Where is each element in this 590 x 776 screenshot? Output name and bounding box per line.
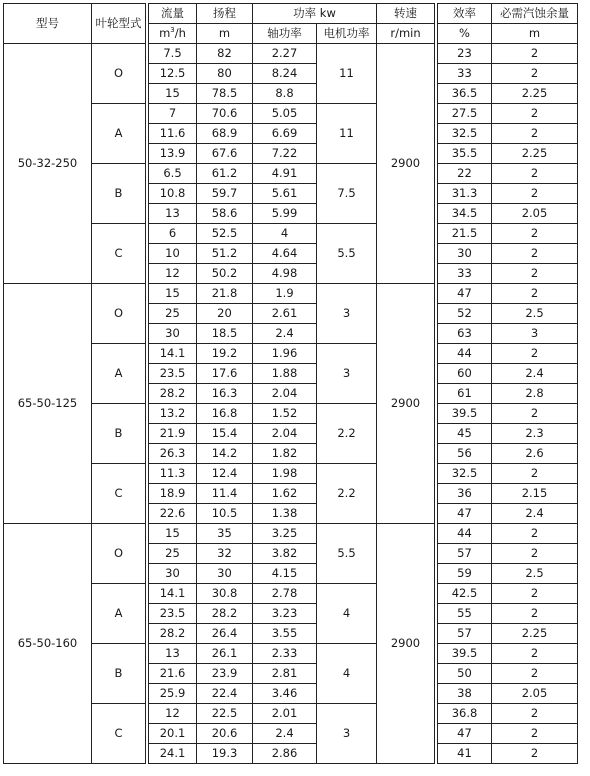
shaft-power-cell: 8.24 xyxy=(253,64,317,84)
npsh-cell: 2 xyxy=(492,724,578,744)
head-cell: 16.8 xyxy=(197,404,253,424)
head-cell: 22.5 xyxy=(197,704,253,724)
npsh-cell: 2 xyxy=(492,164,578,184)
motor-power-cell: 2.2 xyxy=(317,464,377,524)
efficiency-cell: 36.5 xyxy=(438,84,492,104)
flow-cell: 18.9 xyxy=(149,484,197,504)
efficiency-cell: 42.5 xyxy=(438,584,492,604)
head-cell: 19.2 xyxy=(197,344,253,364)
efficiency-cell: 32.5 xyxy=(438,464,492,484)
shaft-power-cell: 2.78 xyxy=(253,584,317,604)
shaft-power-cell: 1.9 xyxy=(253,284,317,304)
shaft-power-cell: 1.82 xyxy=(253,444,317,464)
flow-cell: 25 xyxy=(149,304,197,324)
motor-power-cell: 7.5 xyxy=(317,164,377,224)
impeller-type-cell: O xyxy=(92,524,146,584)
shaft-power-cell: 4.64 xyxy=(253,244,317,264)
head-cell: 32 xyxy=(197,544,253,564)
flow-cell: 6 xyxy=(149,224,197,244)
efficiency-cell: 57 xyxy=(438,544,492,564)
flow-cell: 10 xyxy=(149,244,197,264)
header-shaft-power: 轴功率 xyxy=(253,24,317,44)
impeller-type-cell: A xyxy=(92,584,146,644)
head-cell: 18.5 xyxy=(197,324,253,344)
head-cell: 68.9 xyxy=(197,124,253,144)
efficiency-cell: 45 xyxy=(438,424,492,444)
head-cell: 70.6 xyxy=(197,104,253,124)
npsh-cell: 2 xyxy=(492,104,578,124)
efficiency-cell: 52 xyxy=(438,304,492,324)
npsh-cell: 2 xyxy=(492,404,578,424)
efficiency-cell: 33 xyxy=(438,264,492,284)
efficiency-cell: 41 xyxy=(438,744,492,764)
head-cell: 12.4 xyxy=(197,464,253,484)
flow-cell: 26.3 xyxy=(149,444,197,464)
npsh-cell: 2.05 xyxy=(492,684,578,704)
shaft-power-cell: 7.22 xyxy=(253,144,317,164)
motor-power-cell: 3 xyxy=(317,284,377,344)
motor-power-cell: 4 xyxy=(317,644,377,704)
head-cell: 67.6 xyxy=(197,144,253,164)
motor-power-cell: 3 xyxy=(317,344,377,404)
head-cell: 61.2 xyxy=(197,164,253,184)
header-efficiency-unit: % xyxy=(438,24,492,44)
shaft-power-cell: 2.4 xyxy=(253,724,317,744)
efficiency-cell: 36.8 xyxy=(438,704,492,724)
npsh-cell: 2 xyxy=(492,464,578,484)
efficiency-cell: 47 xyxy=(438,724,492,744)
impeller-type-cell: O xyxy=(92,44,146,104)
motor-power-cell: 11 xyxy=(317,104,377,164)
shaft-power-cell: 3.23 xyxy=(253,604,317,624)
npsh-cell: 2 xyxy=(492,744,578,764)
header-impeller: 叶轮型式 xyxy=(92,4,146,44)
shaft-power-cell: 5.99 xyxy=(253,204,317,224)
head-cell: 78.5 xyxy=(197,84,253,104)
impeller-type-cell: B xyxy=(92,164,146,224)
efficiency-cell: 33 xyxy=(438,64,492,84)
flow-cell: 7 xyxy=(149,104,197,124)
shaft-power-cell: 5.05 xyxy=(253,104,317,124)
flow-cell: 23.5 xyxy=(149,604,197,624)
table-row xyxy=(4,524,578,544)
flow-cell: 28.2 xyxy=(149,384,197,404)
head-cell: 14.2 xyxy=(197,444,253,464)
head-cell: 21.8 xyxy=(197,284,253,304)
impeller-type-cell: C xyxy=(92,704,146,764)
npsh-cell: 2.6 xyxy=(492,444,578,464)
impeller-type-cell: B xyxy=(92,644,146,704)
shaft-power-cell: 3.55 xyxy=(253,624,317,644)
header-motor-power: 电机功率 xyxy=(317,24,377,44)
flow-cell: 6.5 xyxy=(149,164,197,184)
shaft-power-cell: 2.86 xyxy=(253,744,317,764)
flow-cell: 13.2 xyxy=(149,404,197,424)
npsh-cell: 2.4 xyxy=(492,364,578,384)
shaft-power-cell: 2.01 xyxy=(253,704,317,724)
efficiency-cell: 44 xyxy=(438,524,492,544)
pump-performance-table-wrapper xyxy=(3,3,578,764)
shaft-power-cell: 4.91 xyxy=(253,164,317,184)
head-cell: 30 xyxy=(197,564,253,584)
head-cell: 58.6 xyxy=(197,204,253,224)
table-row xyxy=(4,284,578,304)
head-cell: 30.8 xyxy=(197,584,253,604)
header-npsh-unit: m xyxy=(492,24,578,44)
head-cell: 10.5 xyxy=(197,504,253,524)
npsh-cell: 2.05 xyxy=(492,204,578,224)
efficiency-cell: 59 xyxy=(438,564,492,584)
npsh-cell: 2.8 xyxy=(492,384,578,404)
head-cell: 15.4 xyxy=(197,424,253,444)
shaft-power-cell: 5.61 xyxy=(253,184,317,204)
speed-cell: 2900 xyxy=(377,284,435,524)
head-cell: 35 xyxy=(197,524,253,544)
npsh-cell: 2 xyxy=(492,124,578,144)
shaft-power-cell: 4 xyxy=(253,224,317,244)
shaft-power-cell: 3.46 xyxy=(253,684,317,704)
head-cell: 80 xyxy=(197,64,253,84)
head-cell: 59.7 xyxy=(197,184,253,204)
efficiency-cell: 23 xyxy=(438,44,492,64)
flow-cell: 25.9 xyxy=(149,684,197,704)
npsh-cell: 2 xyxy=(492,704,578,724)
motor-power-cell: 5.5 xyxy=(317,524,377,584)
motor-power-cell: 4 xyxy=(317,584,377,644)
head-cell: 51.2 xyxy=(197,244,253,264)
motor-power-cell: 11 xyxy=(317,44,377,104)
flow-cell: 11.3 xyxy=(149,464,197,484)
shaft-power-cell: 2.33 xyxy=(253,644,317,664)
head-cell: 11.4 xyxy=(197,484,253,504)
head-cell: 16.3 xyxy=(197,384,253,404)
shaft-power-cell: 4.15 xyxy=(253,564,317,584)
head-cell: 17.6 xyxy=(197,364,253,384)
npsh-cell: 2.4 xyxy=(492,504,578,524)
efficiency-cell: 47 xyxy=(438,504,492,524)
flow-cell: 14.1 xyxy=(149,344,197,364)
shaft-power-cell: 4.98 xyxy=(253,264,317,284)
model-cell: 50-32-250 xyxy=(4,44,92,284)
flow-cell: 10.8 xyxy=(149,184,197,204)
npsh-cell: 2.5 xyxy=(492,564,578,584)
efficiency-cell: 44 xyxy=(438,344,492,364)
flow-cell: 13 xyxy=(149,644,197,664)
efficiency-cell: 39.5 xyxy=(438,404,492,424)
header-head: 扬程 xyxy=(197,4,253,24)
flow-cell: 12 xyxy=(149,264,197,284)
npsh-cell: 2 xyxy=(492,644,578,664)
efficiency-cell: 32.5 xyxy=(438,124,492,144)
flow-cell: 21.6 xyxy=(149,664,197,684)
shaft-power-cell: 2.4 xyxy=(253,324,317,344)
efficiency-cell: 35.5 xyxy=(438,144,492,164)
header-speed: 转速 xyxy=(377,4,435,24)
efficiency-cell: 61 xyxy=(438,384,492,404)
npsh-cell: 2 xyxy=(492,284,578,304)
efficiency-cell: 27.5 xyxy=(438,104,492,124)
shaft-power-cell: 3.25 xyxy=(253,524,317,544)
impeller-type-cell: C xyxy=(92,464,146,524)
shaft-power-cell: 8.8 xyxy=(253,84,317,104)
flow-cell: 22.6 xyxy=(149,504,197,524)
shaft-power-cell: 2.04 xyxy=(253,384,317,404)
head-cell: 26.1 xyxy=(197,644,253,664)
efficiency-cell: 21.5 xyxy=(438,224,492,244)
impeller-type-cell: C xyxy=(92,224,146,284)
npsh-cell: 2 xyxy=(492,524,578,544)
head-cell: 22.4 xyxy=(197,684,253,704)
shaft-power-cell: 2.81 xyxy=(253,664,317,684)
head-cell: 20 xyxy=(197,304,253,324)
npsh-cell: 2 xyxy=(492,264,578,284)
header-row-1 xyxy=(4,4,578,24)
shaft-power-cell: 1.62 xyxy=(253,484,317,504)
header-efficiency: 效率 xyxy=(438,4,492,24)
head-cell: 82 xyxy=(197,44,253,64)
flow-cell: 13.9 xyxy=(149,144,197,164)
npsh-cell: 3 xyxy=(492,324,578,344)
efficiency-cell: 63 xyxy=(438,324,492,344)
header-model: 型号 xyxy=(4,4,92,44)
header-speed-unit: r/min xyxy=(377,24,435,44)
shaft-power-cell: 6.69 xyxy=(253,124,317,144)
flow-cell: 13 xyxy=(149,204,197,224)
flow-cell: 15 xyxy=(149,84,197,104)
flow-cell: 11.6 xyxy=(149,124,197,144)
head-cell: 26.4 xyxy=(197,624,253,644)
flow-cell: 20.1 xyxy=(149,724,197,744)
npsh-cell: 2.25 xyxy=(492,624,578,644)
impeller-type-cell: A xyxy=(92,104,146,164)
head-cell: 20.6 xyxy=(197,724,253,744)
npsh-cell: 2.5 xyxy=(492,304,578,324)
speed-cell: 2900 xyxy=(377,524,435,764)
npsh-cell: 2 xyxy=(492,664,578,684)
efficiency-cell: 47 xyxy=(438,284,492,304)
table-row xyxy=(4,44,578,64)
header-flow: 流量 xyxy=(149,4,197,24)
shaft-power-cell: 1.88 xyxy=(253,364,317,384)
efficiency-cell: 56 xyxy=(438,444,492,464)
shaft-power-cell: 2.04 xyxy=(253,424,317,444)
efficiency-cell: 55 xyxy=(438,604,492,624)
flow-cell: 24.1 xyxy=(149,744,197,764)
model-cell: 65-50-160 xyxy=(4,524,92,764)
motor-power-cell: 2.2 xyxy=(317,404,377,464)
speed-cell: 2900 xyxy=(377,44,435,284)
head-cell: 50.2 xyxy=(197,264,253,284)
npsh-cell: 2 xyxy=(492,584,578,604)
flow-cell: 28.2 xyxy=(149,624,197,644)
efficiency-cell: 22 xyxy=(438,164,492,184)
table-body xyxy=(4,44,578,764)
efficiency-cell: 31.3 xyxy=(438,184,492,204)
npsh-cell: 2 xyxy=(492,604,578,624)
npsh-cell: 2 xyxy=(492,224,578,244)
head-cell: 52.5 xyxy=(197,224,253,244)
flow-cell: 30 xyxy=(149,564,197,584)
efficiency-cell: 30 xyxy=(438,244,492,264)
efficiency-cell: 36 xyxy=(438,484,492,504)
npsh-cell: 2 xyxy=(492,64,578,84)
flow-cell: 21.9 xyxy=(149,424,197,444)
flow-cell: 7.5 xyxy=(149,44,197,64)
npsh-cell: 2.25 xyxy=(492,84,578,104)
flow-cell: 15 xyxy=(149,524,197,544)
npsh-cell: 2.25 xyxy=(492,144,578,164)
npsh-cell: 2 xyxy=(492,544,578,564)
impeller-type-cell: A xyxy=(92,344,146,404)
head-cell: 23.9 xyxy=(197,664,253,684)
flow-cell: 15 xyxy=(149,284,197,304)
shaft-power-cell: 1.98 xyxy=(253,464,317,484)
npsh-cell: 2.3 xyxy=(492,424,578,444)
efficiency-cell: 39.5 xyxy=(438,644,492,664)
flow-cell: 23.5 xyxy=(149,364,197,384)
efficiency-cell: 57 xyxy=(438,624,492,644)
flow-cell: 25 xyxy=(149,544,197,564)
npsh-cell: 2.15 xyxy=(492,484,578,504)
flow-cell: 30 xyxy=(149,324,197,344)
shaft-power-cell: 1.52 xyxy=(253,404,317,424)
impeller-type-cell: B xyxy=(92,404,146,464)
header-npsh: 必需汽蚀余量 xyxy=(492,4,578,24)
shaft-power-cell: 1.96 xyxy=(253,344,317,364)
impeller-type-cell: O xyxy=(92,284,146,344)
flow-cell: 12 xyxy=(149,704,197,724)
shaft-power-cell: 2.61 xyxy=(253,304,317,324)
flow-cell: 14.1 xyxy=(149,584,197,604)
header-head-unit: m xyxy=(197,24,253,44)
flow-cell: 12.5 xyxy=(149,64,197,84)
header-flow-unit: $m^3/h$ xyxy=(149,24,197,44)
shaft-power-cell: 2.27 xyxy=(253,44,317,64)
efficiency-cell: 50 xyxy=(438,664,492,684)
head-cell: 19.3 xyxy=(197,744,253,764)
pump-performance-table xyxy=(3,3,578,764)
efficiency-cell: 34.5 xyxy=(438,204,492,224)
motor-power-cell: 5.5 xyxy=(317,224,377,284)
efficiency-cell: 60 xyxy=(438,364,492,384)
npsh-cell: 2 xyxy=(492,344,578,364)
npsh-cell: 2 xyxy=(492,184,578,204)
shaft-power-cell: 3.82 xyxy=(253,544,317,564)
efficiency-cell: 38 xyxy=(438,684,492,704)
shaft-power-cell: 1.38 xyxy=(253,504,317,524)
header-power: 功率 kw xyxy=(253,4,377,24)
model-cell: 65-50-125 xyxy=(4,284,92,524)
motor-power-cell: 3 xyxy=(317,704,377,764)
npsh-cell: 2 xyxy=(492,244,578,264)
npsh-cell: 2 xyxy=(492,44,578,64)
head-cell: 28.2 xyxy=(197,604,253,624)
